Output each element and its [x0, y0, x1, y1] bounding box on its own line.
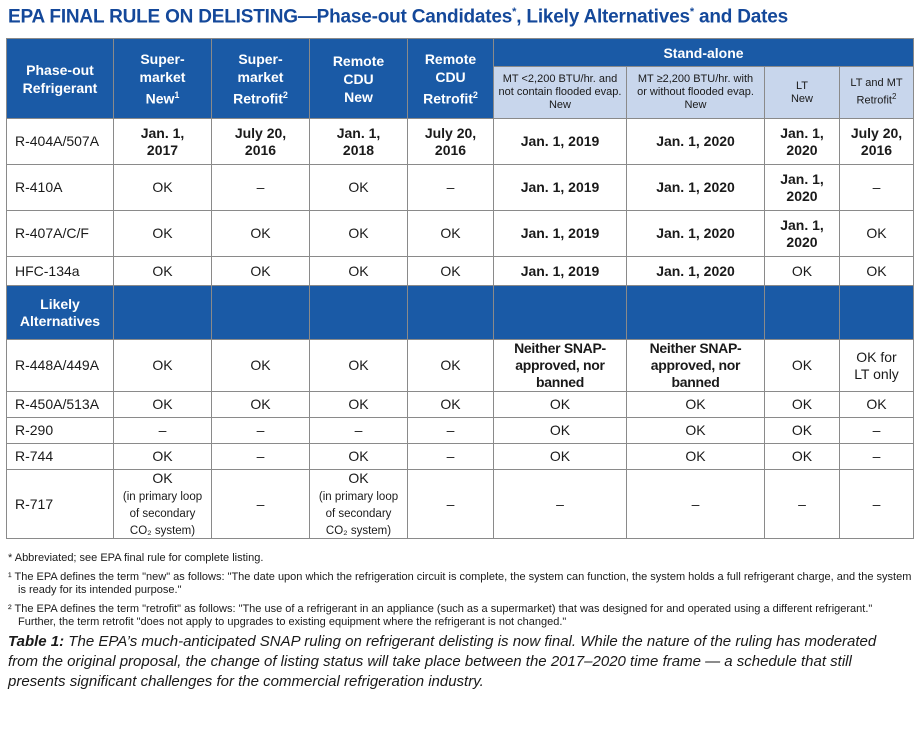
table-cell: –: [840, 165, 914, 211]
table-cell: Jan. 1, 2020: [765, 211, 840, 257]
table-cell: –: [212, 444, 310, 470]
table-cell: OK: [765, 257, 840, 286]
refrigerant-name: R-290: [7, 418, 114, 444]
table-cell: OK: [408, 340, 494, 392]
table-cell: OK: [212, 257, 310, 286]
table-row: [7, 257, 914, 286]
table-cell: OK: [408, 257, 494, 286]
footnote-star: * Abbreviated; see EPA final rule for complete listing.: [8, 552, 264, 564]
header-remote-cdu-retrofit: Remote CDU Retrofit$^2$: [408, 39, 494, 119]
subheader-lt-mt-retrofit: LT and MT Retrofit$^2$: [840, 67, 914, 119]
table-cell: Jan. 1, 2019: [494, 257, 627, 286]
table-cell: –: [627, 470, 765, 539]
table-cell: OK: [310, 211, 408, 257]
table-cell: Jan. 1, 2020: [627, 211, 765, 257]
table-cell: –: [840, 470, 914, 539]
table-cell: OK: [310, 257, 408, 286]
table-cell: OK: [310, 165, 408, 211]
table-cell: –: [408, 418, 494, 444]
table-row: [7, 340, 914, 392]
table-row: [7, 392, 914, 418]
table-cell: OK: [765, 392, 840, 418]
table-row: [7, 418, 914, 444]
table-cell: OK: [408, 211, 494, 257]
header-supermarket-retrofit: Super- market Retrofit$^2$: [212, 39, 310, 119]
table-row: [7, 470, 914, 539]
table-cell: OK (in primary loop of secondary CO₂ system): [310, 470, 408, 539]
refrigerant-name: R-744: [7, 444, 114, 470]
table-cell: OK: [310, 392, 408, 418]
table-cell: Jan. 1, 2020: [765, 119, 840, 165]
table-cell: OK: [494, 418, 627, 444]
refrigerant-name: R-450A/513A: [7, 392, 114, 418]
table-cell: OK: [114, 444, 212, 470]
table-cell: OK: [114, 165, 212, 211]
table-row: [7, 165, 914, 211]
table-cell: Jan. 1, 2019: [494, 119, 627, 165]
delisting-table: [6, 38, 914, 539]
table-cell: OK: [494, 392, 627, 418]
alternatives-band: [7, 286, 914, 340]
table-cell: OK: [114, 340, 212, 392]
table-cell: Neither SNAP- approved, nor banned: [494, 340, 627, 392]
table-caption: Table 1: The EPA’s much-anticipated SNAP ruling on refrigerant delisting is now final. While the nature of the ruling has moderated from the original proposal, the change of listing status will take place between the 2017–2020 time frame — a schedule that still presents significant challenges for the commercial refrigeration industry.: [8, 633, 877, 690]
header-remote-cdu-new: Remote CDU New: [310, 39, 408, 119]
table-cell: OK: [840, 392, 914, 418]
table-cell: July 20, 2016: [840, 119, 914, 165]
table-cell: Jan. 1, 2019: [494, 211, 627, 257]
footnote-2: ² The EPA defines the term "retrofit" as follows: "The use of a refrigerant in an appliance (such as a supermarket) that was designed for and operated using a different refrigerant." Further, the term retrofit "does not apply to upgrades to existing equipment where the refrigerant is not changed.": [8, 603, 873, 628]
refrigerant-name: R-448A/449A: [7, 340, 114, 392]
table-cell: –: [765, 470, 840, 539]
table-cell: OK: [310, 340, 408, 392]
refrigerant-name: R-407A/C/F: [7, 211, 114, 257]
table-cell: OK: [408, 392, 494, 418]
table-cell: July 20, 2016: [408, 119, 494, 165]
table-cell: OK: [840, 257, 914, 286]
table-cell: OK: [310, 444, 408, 470]
table-cell: OK: [212, 392, 310, 418]
table-row: [7, 119, 914, 165]
table-cell: –: [494, 470, 627, 539]
table-cell: OK (in primary loop of secondary CO₂ system): [114, 470, 212, 539]
footnotes: [8, 552, 913, 635]
header-refrigerant: Phase-out Refrigerant: [7, 39, 114, 119]
subheader-lt-new: LT New: [765, 67, 840, 119]
table-cell: Jan. 1, 2020: [765, 165, 840, 211]
table-cell: –: [310, 418, 408, 444]
table-cell: OK: [114, 257, 212, 286]
table-cell: –: [840, 418, 914, 444]
table-cell: July 20, 2016: [212, 119, 310, 165]
footnote-1: ¹ The EPA defines the term "new" as follows: "The date upon which the refrigeration circuit is complete, the system can function, the system holds a full refrigerant charge, and the system is ready for its intended purpose.": [8, 571, 912, 596]
table-cell: OK: [765, 340, 840, 392]
table-cell: OK: [765, 444, 840, 470]
table-cell: OK: [840, 211, 914, 257]
header-likely-alternatives: Likely Alternatives: [7, 286, 114, 340]
table-row: [7, 444, 914, 470]
subheader-mt-large: MT ≥2,200 BTU/hr. with or without flooded evap. New: [627, 67, 765, 119]
table-cell: Jan. 1, 2020: [627, 257, 765, 286]
table-cell: OK: [212, 211, 310, 257]
table-cell: Jan. 1, 2018: [310, 119, 408, 165]
table-cell: –: [840, 444, 914, 470]
refrigerant-name: R-717: [7, 470, 114, 539]
subheader-mt-small: MT <2,200 BTU/hr. and not contain flooded evap. New: [494, 67, 627, 119]
table-cell: –: [408, 470, 494, 539]
table-cell: OK: [114, 211, 212, 257]
table-cell: Neither SNAP- approved, nor banned: [627, 340, 765, 392]
table-cell: Jan. 1, 2020: [627, 119, 765, 165]
table-cell: –: [212, 418, 310, 444]
table-cell: –: [408, 444, 494, 470]
table-cell: OK: [627, 392, 765, 418]
refrigerant-name: HFC-134a: [7, 257, 114, 286]
refrigerant-name: R-410A: [7, 165, 114, 211]
table-cell: OK: [114, 392, 212, 418]
header-supermarket-new: Super- market New$^1$: [114, 39, 212, 119]
table-cell: OK: [212, 340, 310, 392]
table-cell: OK: [627, 418, 765, 444]
table-cell: –: [114, 418, 212, 444]
header-standalone: Stand-alone: [494, 39, 914, 67]
table-cell: –: [408, 165, 494, 211]
table-cell: OK: [627, 444, 765, 470]
table-cell: Jan. 1, 2020: [627, 165, 765, 211]
table-cell: OK: [765, 418, 840, 444]
refrigerant-name: R-404A/507A: [7, 119, 114, 165]
table-cell: –: [212, 165, 310, 211]
table-row: [7, 211, 914, 257]
page-title: EPA FINAL RULE ON DELISTING—Phase-out Candidates*, Likely Alternatives* and Dates: [8, 6, 789, 28]
table-cell: –: [212, 470, 310, 539]
table-cell: OK: [494, 444, 627, 470]
table-cell: Jan. 1, 2019: [494, 165, 627, 211]
table-cell: OK for LT only: [840, 340, 914, 392]
table-cell: Jan. 1, 2017: [114, 119, 212, 165]
